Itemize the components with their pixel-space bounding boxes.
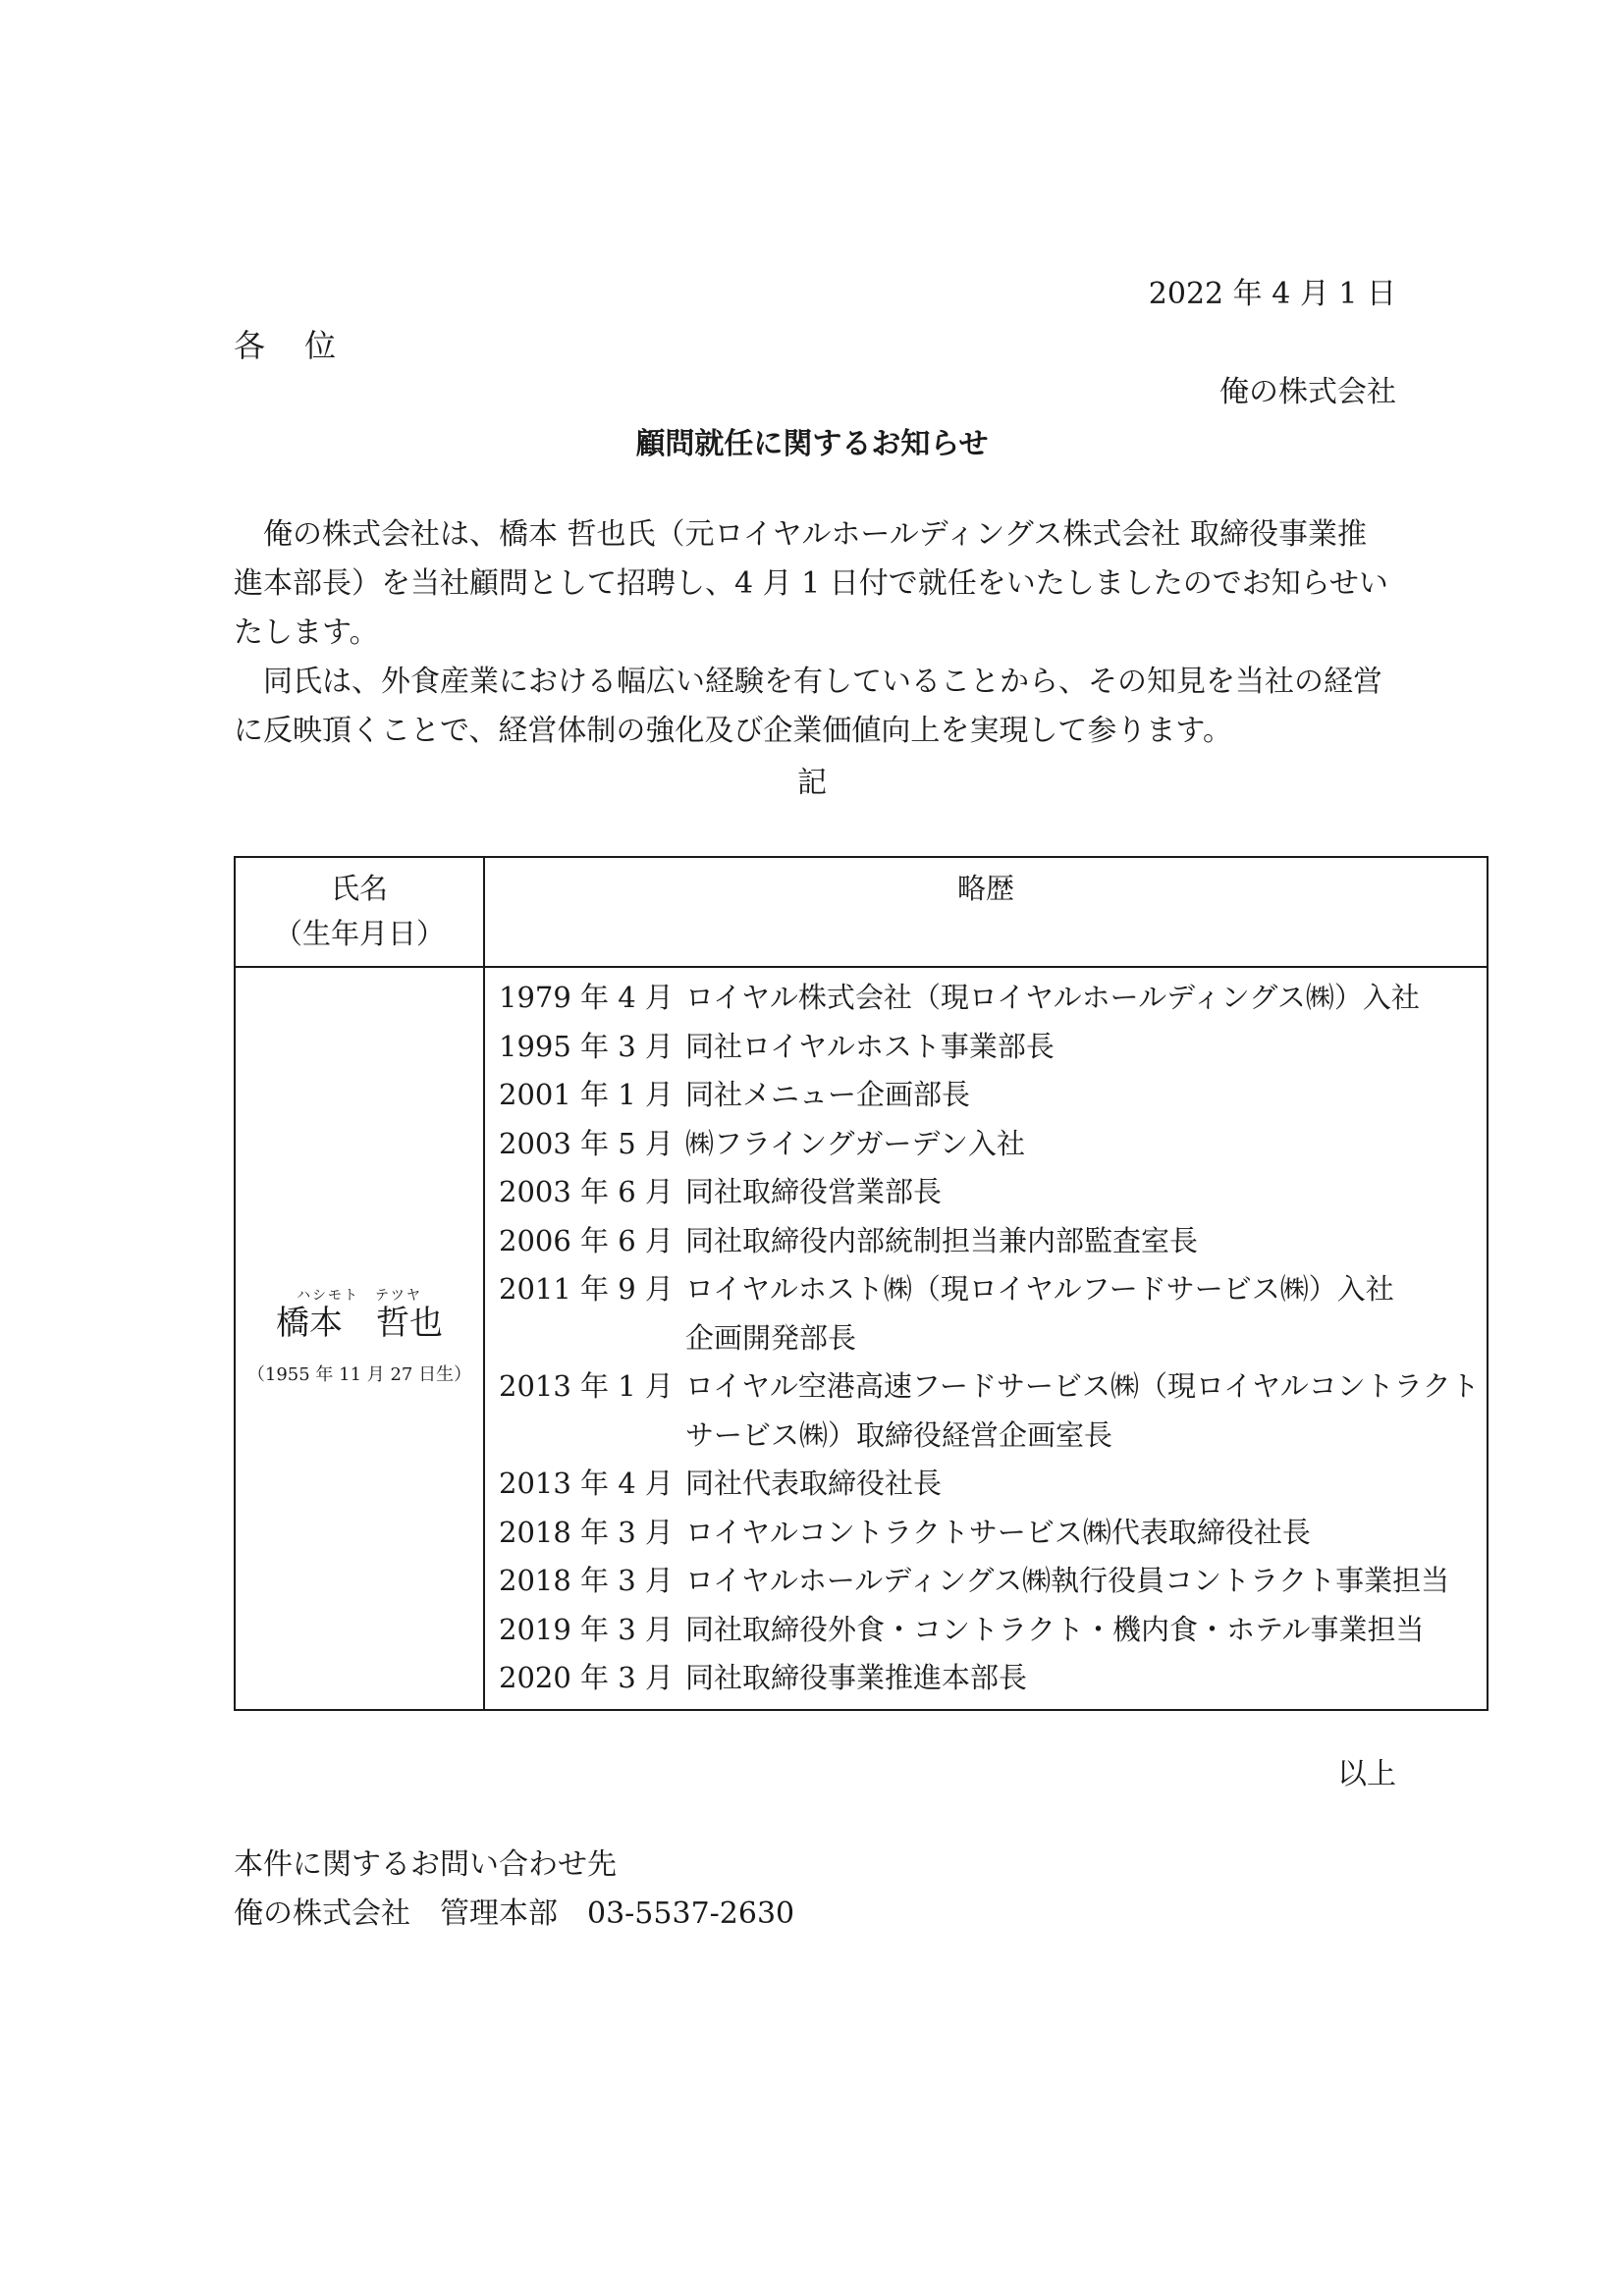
career-desc: 同社取締役事業推進本部長 — [685, 1661, 1028, 1694]
contact-company: 俺の株式会社 — [234, 1896, 410, 1931]
career-entry — [499, 1557, 1487, 1606]
career-entry — [499, 1071, 1487, 1120]
person-cell — [235, 967, 484, 1710]
career-date: 2020 年 3 月 — [499, 1661, 674, 1694]
career-date: 1995 年 3 月 — [499, 1029, 674, 1063]
career-entry — [499, 1023, 1487, 1072]
career-desc: ロイヤルホールディングス㈱執行役員コントラクト事業担当 — [685, 1564, 1450, 1597]
career-date: 2013 年 4 月 — [499, 1467, 674, 1500]
header-career: 略歴 — [484, 857, 1488, 967]
career-entry — [499, 1412, 1487, 1461]
header-birth: （生年月日） — [273, 917, 445, 950]
career-desc: 同社取締役内部統制担当兼内部監査室長 — [685, 1223, 1199, 1257]
career-date: 2019 年 3 月 — [499, 1612, 674, 1646]
career-desc: 企画開発部長 — [685, 1320, 857, 1355]
career-table-body — [235, 967, 1488, 1710]
career-desc: 同社ロイヤルホスト事業部長 — [685, 1029, 1055, 1063]
body-text — [234, 510, 1392, 756]
career-table — [234, 856, 1489, 1711]
person-birthdate: （1955 年 11 月 27 日生） — [246, 1364, 472, 1386]
career-entry — [499, 1654, 1487, 1703]
addressee: 各位 — [234, 327, 376, 364]
career-entry — [499, 1362, 1487, 1412]
career-entry — [499, 1120, 1487, 1169]
document-date: 2022 年 4 月 1 日 — [1148, 277, 1396, 311]
career-date — [499, 1412, 685, 1461]
career-date: 2001 年 1 月 — [499, 1078, 674, 1111]
career-date: 2003 年 6 月 — [499, 1175, 674, 1208]
issuer-company: 俺の株式会社 — [1219, 375, 1396, 409]
career-date: 1979 年 4 月 — [499, 981, 674, 1014]
document-title: 顧問就任に関するお知らせ — [635, 427, 989, 461]
career-entry — [499, 1217, 1487, 1266]
closing-mark: 以上 — [1337, 1757, 1396, 1791]
career-entry — [499, 1265, 1487, 1314]
career-list — [484, 967, 1488, 1710]
career-entry — [499, 1606, 1487, 1655]
career-table-header — [235, 857, 1488, 967]
career-desc: ㈱フライングガーデン入社 — [685, 1126, 1025, 1160]
career-entry — [499, 1509, 1487, 1558]
header-name-cell — [235, 857, 484, 967]
career-desc: ロイヤルコントラクトサービス㈱代表取締役社長 — [685, 1515, 1311, 1549]
contact-info — [234, 1895, 794, 1934]
ki-heading: 記 — [797, 766, 827, 800]
career-date: 2013 年 1 月 — [499, 1369, 674, 1403]
career-desc: サービス㈱）取締役経営企画室長 — [685, 1417, 1113, 1452]
career-desc: 同社取締役外食・コントラクト・機内食・ホテル事業担当 — [685, 1612, 1425, 1646]
name-ruby: ハシモト テツヤ — [297, 1288, 422, 1305]
body-paragraph-2: 同氏は、外食産業における幅広い経験を有していることから、その知見を当社の経営に反映頂くことで、経営体制の強化及び企業価値向上を実現して参ります。 — [234, 665, 1382, 748]
career-entry — [499, 1168, 1487, 1217]
career-desc: ロイヤルホスト㈱（現ロイヤルフードサービス㈱）入社 — [685, 1272, 1394, 1306]
career-date: 2003 年 5 月 — [499, 1126, 674, 1160]
career-desc: ロイヤル空港高速フードサービス㈱（現ロイヤルコントラクト — [685, 1369, 1480, 1403]
career-date: 2011 年 9 月 — [499, 1272, 674, 1306]
body-paragraph-1: 俺の株式会社は、橋本 哲也氏（元ロイヤルホールディングス株式会社 取締役事業推進本部長）を当社顧問として招聘し、4 月 1 日付で就任をいたしましたのでお知らせいたします。 — [234, 517, 1388, 650]
header-name: 氏名 — [330, 872, 388, 905]
career-desc: 同社取締役営業部長 — [685, 1175, 943, 1208]
person-name: 橋本 哲也 — [276, 1304, 443, 1344]
contact-label: 本件に関するお問い合わせ先 — [234, 1847, 617, 1882]
career-entry — [499, 1314, 1487, 1363]
career-desc: 同社メニュー企画部長 — [685, 1078, 971, 1111]
career-desc: ロイヤル株式会社（現ロイヤルホールディングス㈱）入社 — [685, 981, 1420, 1014]
career-date: 2006 年 6 月 — [499, 1223, 674, 1257]
career-date: 2018 年 3 月 — [499, 1564, 674, 1597]
career-date: 2018 年 3 月 — [499, 1515, 674, 1549]
contact-phone: 03-5537-2630 — [587, 1896, 795, 1931]
career-date — [499, 1314, 685, 1363]
career-entry — [499, 974, 1487, 1023]
career-desc: 同社代表取締役社長 — [685, 1467, 943, 1500]
contact-department: 管理本部 — [440, 1896, 558, 1931]
career-entry — [499, 1460, 1487, 1509]
